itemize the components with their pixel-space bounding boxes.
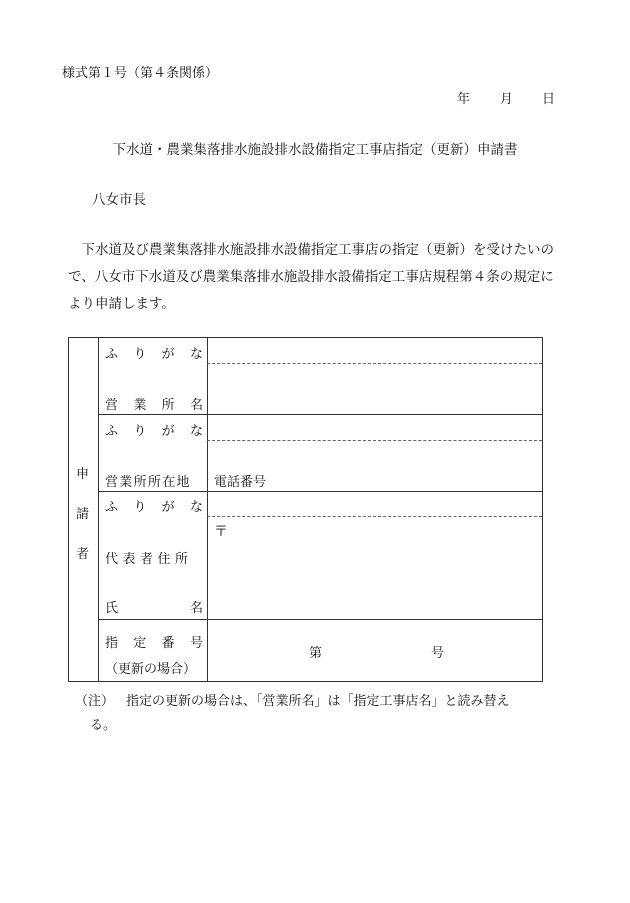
note-text: 指定の更新の場合は、「営業所名」は「指定工事店名」と読み替え <box>126 694 510 709</box>
business-name-label <box>105 394 203 413</box>
business-name-char: 営 <box>105 398 119 413</box>
name-label <box>105 597 203 616</box>
furigana-char: り <box>133 347 147 362</box>
applicant-column-divider <box>98 338 99 681</box>
furigana-char: な <box>189 347 203 362</box>
business-name-field[interactable] <box>214 368 534 410</box>
date-day-label: 日 <box>542 92 556 107</box>
designation-char: 定 <box>133 636 147 651</box>
furigana-char: ふ <box>105 424 119 439</box>
business-address-label: 営業所所在地 <box>105 475 191 490</box>
representative-address-label: 代表者住所 <box>105 552 193 567</box>
business-name-char: 業 <box>133 398 147 413</box>
furigana-char: ふ <box>105 347 119 362</box>
body-line-2: で、八女市下水道及び農業集落排水施設排水設備指定工事店規程第４条の規定に <box>68 269 554 285</box>
furigana-char: ふ <box>105 500 119 515</box>
designation-char: 指 <box>105 636 119 651</box>
row-divider-2 <box>98 491 542 492</box>
name-char: 氏 <box>105 601 119 616</box>
furigana-dash-2 <box>207 440 542 441</box>
name-char: 名 <box>189 601 203 616</box>
note-lead: （注） <box>75 694 115 709</box>
applicant-char-1: 申 <box>76 467 90 482</box>
furigana-char: り <box>133 500 147 515</box>
number-suffix: 号 <box>431 646 445 661</box>
postal-mark: 〒 <box>214 524 228 540</box>
date-year-label: 年 <box>457 92 471 107</box>
business-name-char: 所 <box>161 398 175 413</box>
designation-char: 番 <box>161 636 175 651</box>
renewal-case-note: （更新の場合） <box>105 662 197 677</box>
designation-number-label <box>105 632 203 651</box>
furigana-char: な <box>189 500 203 515</box>
row-divider-3 <box>98 619 542 620</box>
document-title: 下水道・農業集落排水施設排水設備指定工事店指定（更新）申請書 <box>112 142 518 158</box>
address-furigana-label <box>105 420 203 439</box>
furigana-dash-1 <box>207 363 542 364</box>
designation-char: 号 <box>189 636 203 651</box>
number-prefix: 第 <box>309 646 323 661</box>
form-number-label: 様式第１号（第４条関係） <box>62 66 219 81</box>
applicant-char-3: 者 <box>76 547 90 562</box>
representative-furigana-label <box>105 496 203 515</box>
note-continuation: る。 <box>90 718 117 733</box>
date-month-label: 月 <box>500 92 514 107</box>
phone-number-label: 電話番号 <box>214 475 267 490</box>
body-line-1: 下水道及び農業集落排水施設排水設備指定工事店の指定（更新）を受けたいの <box>68 242 554 258</box>
applicant-char-2: 請 <box>76 507 90 522</box>
furigana-char: が <box>161 347 175 362</box>
furigana-char: が <box>161 500 175 515</box>
addressee: 八女市長 <box>92 192 146 208</box>
label-column-divider <box>207 338 208 681</box>
furigana-char: な <box>189 424 203 439</box>
body-line-3: より申請します。 <box>68 296 175 312</box>
business-name-furigana-label <box>105 343 203 362</box>
furigana-char: が <box>161 424 175 439</box>
furigana-char: り <box>133 424 147 439</box>
row-divider-1 <box>98 414 542 415</box>
business-name-char: 名 <box>189 398 203 413</box>
furigana-dash-3 <box>207 516 542 517</box>
application-table <box>68 337 543 682</box>
